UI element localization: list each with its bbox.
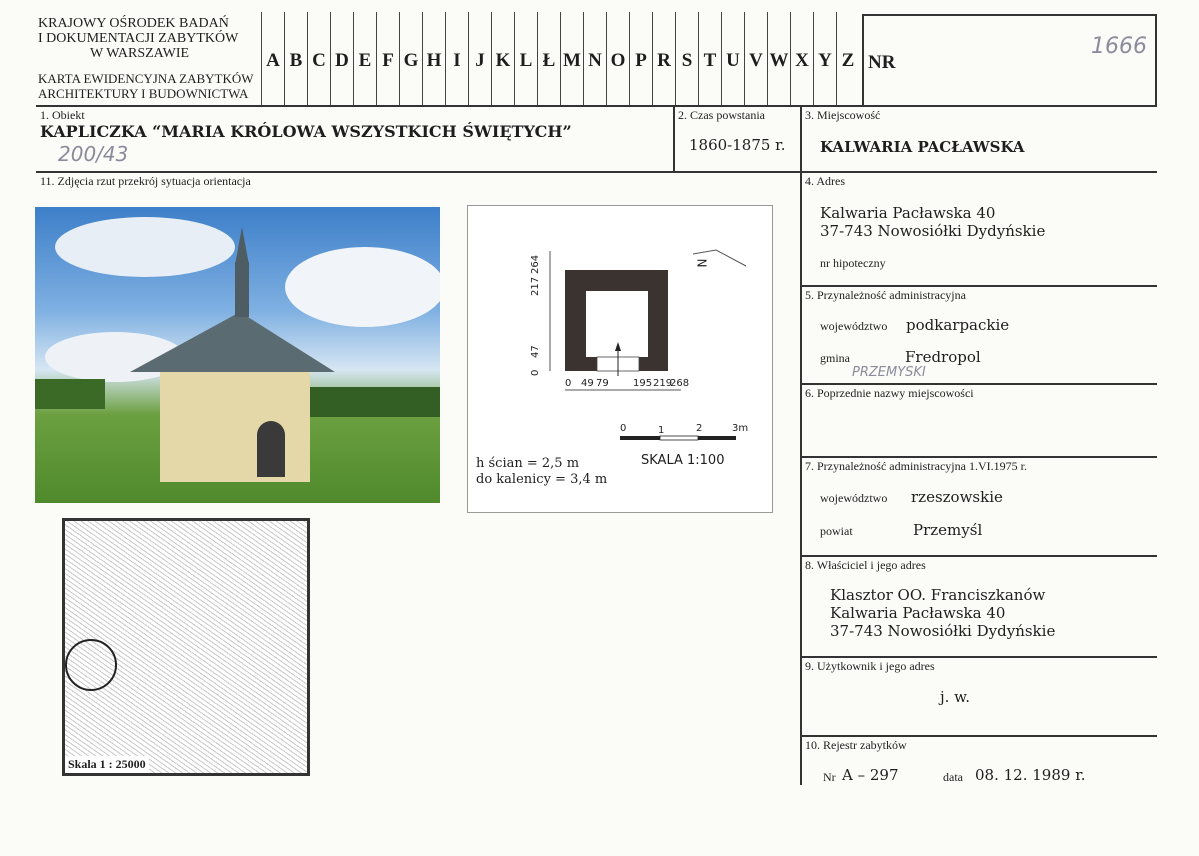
dim-label: 47 (530, 345, 541, 358)
letter-cell: O (606, 12, 629, 105)
admin1975-label: 7. Przynależność administracyjna 1.VI.1975 r. (805, 459, 1027, 473)
dim-label: 217 (530, 276, 541, 296)
miejscowosc-label: 3. Miejscowość (805, 108, 881, 122)
wall-height: h ścian = 2,5 m (476, 456, 580, 471)
letter-cell: W (767, 12, 790, 105)
letter-cell: U (721, 12, 744, 105)
adres-line: 37-743 Nowosiółki Dydyńskie (820, 222, 1046, 240)
rejestr-data: 08. 12. 1989 r. (975, 766, 1086, 784)
letter-cell: I (445, 12, 468, 105)
poprzednie-label: 6. Poprzednie nazwy miejscowości (805, 386, 974, 400)
rejestr-nr-label: Nr (823, 770, 836, 784)
north-arrow-icon: N (695, 258, 710, 268)
letter-cell: F (376, 12, 399, 105)
wlasciciel-line: Klasztor OO. Franciszkanów (830, 586, 1046, 604)
chapel-illustration (35, 207, 440, 503)
nr-label: NR (868, 52, 896, 73)
admin-label: 5. Przynależność administracyjna (805, 288, 966, 302)
institution-line: I DOKUMENTACJI ZABYTKÓW (38, 31, 239, 46)
letter-cell: J (468, 12, 491, 105)
letter-cell: B (284, 12, 307, 105)
dim-label: 79 (596, 378, 609, 389)
dim-label: 49 (581, 378, 594, 389)
letter-cell: D (330, 12, 353, 105)
chapel-photo (35, 207, 440, 503)
hipoteczny-label: nr hipoteczny (820, 256, 886, 270)
letter-cell: T (698, 12, 721, 105)
letter-cell: N (583, 12, 606, 105)
letter-cell: E (353, 12, 376, 105)
scale-tick: 1 (658, 425, 665, 436)
scale-tick: 0 (620, 423, 627, 434)
czas-label: 2. Czas powstania (678, 108, 765, 122)
letter-cell: A (261, 12, 284, 105)
uzytkownik-label: 9. Użytkownik i jego adres (805, 659, 935, 673)
adres-line: Kalwaria Pacławska 40 (820, 204, 996, 222)
woj1975-value: rzeszowskie (911, 488, 1003, 506)
floor-plan (467, 205, 773, 513)
dim-label: 219 (653, 378, 673, 389)
gmina-label: gmina (820, 351, 850, 365)
uzytkownik-value: j. w. (940, 688, 971, 706)
letter-cell: M (560, 12, 583, 105)
obiekt-label: 1. Obiekt (40, 108, 85, 122)
zdjecia-label: 11. Zdjęcia rzut przekrój sytuacja orientacja (40, 174, 251, 188)
wlasciciel-line: Kalwaria Pacławska 40 (830, 604, 1006, 622)
rejestr-nr: A – 297 (842, 766, 899, 784)
dim-label: 0 (565, 378, 572, 389)
powiat-value: Przemyśl (913, 521, 983, 539)
letter-cell: P (629, 12, 652, 105)
dim-label: 264 (530, 254, 541, 274)
admin-handwritten: PRZEMYSKI (852, 365, 926, 380)
letter-cell: S (675, 12, 698, 105)
obiekt-handwritten: 200/43 (58, 142, 129, 166)
letter-cell: L (514, 12, 537, 105)
letter-cell: X (790, 12, 813, 105)
powiat-label: powiat (820, 524, 853, 538)
letter-cell: V (744, 12, 767, 105)
card-title-line: ARCHITEKTURY I BUDOWNICTWA (38, 86, 249, 101)
letter-cell: C (307, 12, 330, 105)
scale-tick: 3m (732, 423, 749, 434)
letter-cell: G (399, 12, 422, 105)
institution-line: KRAJOWY OŚRODEK BADAŃ (38, 16, 229, 31)
letter-cell: H (422, 12, 445, 105)
adres-label: 4. Adres (805, 174, 845, 188)
woj-label: województwo (820, 319, 888, 333)
rejestr-label: 10. Rejestr zabytków (805, 738, 907, 752)
dim-label: 195 (633, 378, 653, 389)
dim-label: 268 (670, 378, 690, 389)
czas-value: 1860-1875 r. (689, 136, 786, 154)
location-circle (65, 639, 117, 691)
nr-handwritten: 1666 (1091, 34, 1147, 59)
institution-line: W WARSZAWIE (90, 46, 190, 61)
dim-label: 0 (530, 369, 541, 376)
ridge-height: do kalenicy = 3,4 m (476, 472, 608, 487)
letter-cell: K (491, 12, 514, 105)
letter-index-grid (261, 12, 859, 105)
miejscowosc-value: KALWARIA PACŁAWSKA (820, 138, 1025, 156)
letter-cell: Y (813, 12, 836, 105)
nr-box (862, 14, 1157, 107)
gmina-value: Fredropol (905, 348, 981, 366)
letter-cell: Z (836, 12, 859, 105)
scale-tick: 2 (696, 423, 703, 434)
letter-cell: R (652, 12, 675, 105)
letter-cell: Ł (537, 12, 560, 105)
location-map (62, 518, 310, 776)
obiekt-value: KAPLICZKA “MARIA KRÓLOWA WSZYSTKICH ŚWIĘTYCH” (40, 122, 572, 141)
rejestr-data-label: data (943, 770, 963, 784)
wlasciciel-line: 37-743 Nowosiółki Dydyńskie (830, 622, 1056, 640)
institution-name (38, 16, 258, 101)
card-title-line: KARTA EWIDENCYJNA ZABYTKÓW (38, 71, 254, 86)
woj-value: podkarpackie (906, 316, 1010, 334)
plan-scale: SKALA 1:100 (641, 453, 725, 468)
wlasciciel-label: 8. Właściciel i jego adres (805, 558, 926, 572)
woj1975-label: województwo (820, 491, 888, 505)
map-scale: Skala 1 : 25000 (65, 756, 149, 773)
